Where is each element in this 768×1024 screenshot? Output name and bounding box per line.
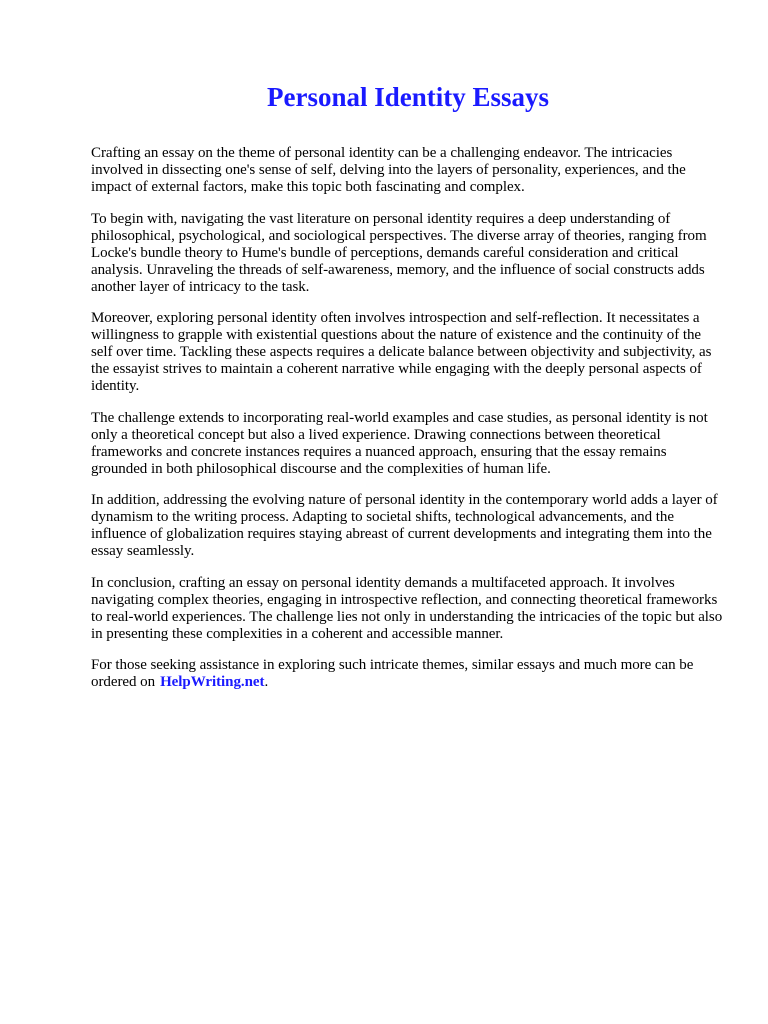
paragraph-introspection: Moreover, exploring personal identity often involves introspection and self-reflection. It necessitates a willingness to grapple with existential questions about the nature of existence and the continuity of the self over time. Tackling these aspects requires a delicate balance between objectivity and subjectivity, as the essayist strives to maintain a coherent narrative while engaging with the deeply personal aspects of identity. (91, 310, 712, 394)
page-title: Personal Identity Essays (266, 82, 550, 112)
paragraph-intro: Crafting an essay on the theme of personal identity can be a challenging endeavor. The intricacies involved in dissecting one's sense of self, delving into the layers of personality, experiences, and the impact of external factors, make this topic both fascinating and complex. (91, 145, 686, 195)
paragraph-closing (91, 657, 723, 691)
document-body (91, 145, 723, 706)
helpwriting-link[interactable]: HelpWriting.net (160, 674, 265, 690)
paragraph-contemporary: In addition, addressing the evolving nature of personal identity in the contemporary world adds a layer of dynamism to the writing process. Adapting to societal shifts, technological advancements, and the influence of globalization requires staying abreast of current developments and integrating them into the essay seamlessly. (91, 492, 718, 559)
paragraph-real-world: The challenge extends to incorporating real-world examples and case studies, as personal identity is not only a theoretical concept but also a lived experience. Drawing connections between theoretical frameworks and concrete instances requires a nuanced approach, ensuring that the essay remains grounded in both philosophical discourse and the complexities of human life. (91, 409, 708, 477)
closing-text: For those seeking assistance in exploring such intricate themes, similar essays and much more can be ordered on (91, 657, 694, 690)
paragraph-conclusion: In conclusion, crafting an essay on personal identity demands a multifaceted approach. It involves navigating complex theories, engaging in introspective reflection, and connecting theoretical frameworks to real-world experiences. The challenge lies not only in understanding the intricacies of the topic but also in presenting these complexities in a coherent and accessible manner. (91, 574, 723, 642)
paragraph-literature: To begin with, navigating the vast literature on personal identity requires a deep understanding of philosophical, psychological, and sociological perspectives. The diverse array of theories, ranging from Locke's bundle theory to Hume's bundle of perceptions, demands careful consideration and critical analysis. Unraveling the threads of self-awareness, memory, and the influence of social constructs adds another layer of intricacy to the task. (91, 210, 707, 295)
closing-period: . (264, 674, 269, 690)
